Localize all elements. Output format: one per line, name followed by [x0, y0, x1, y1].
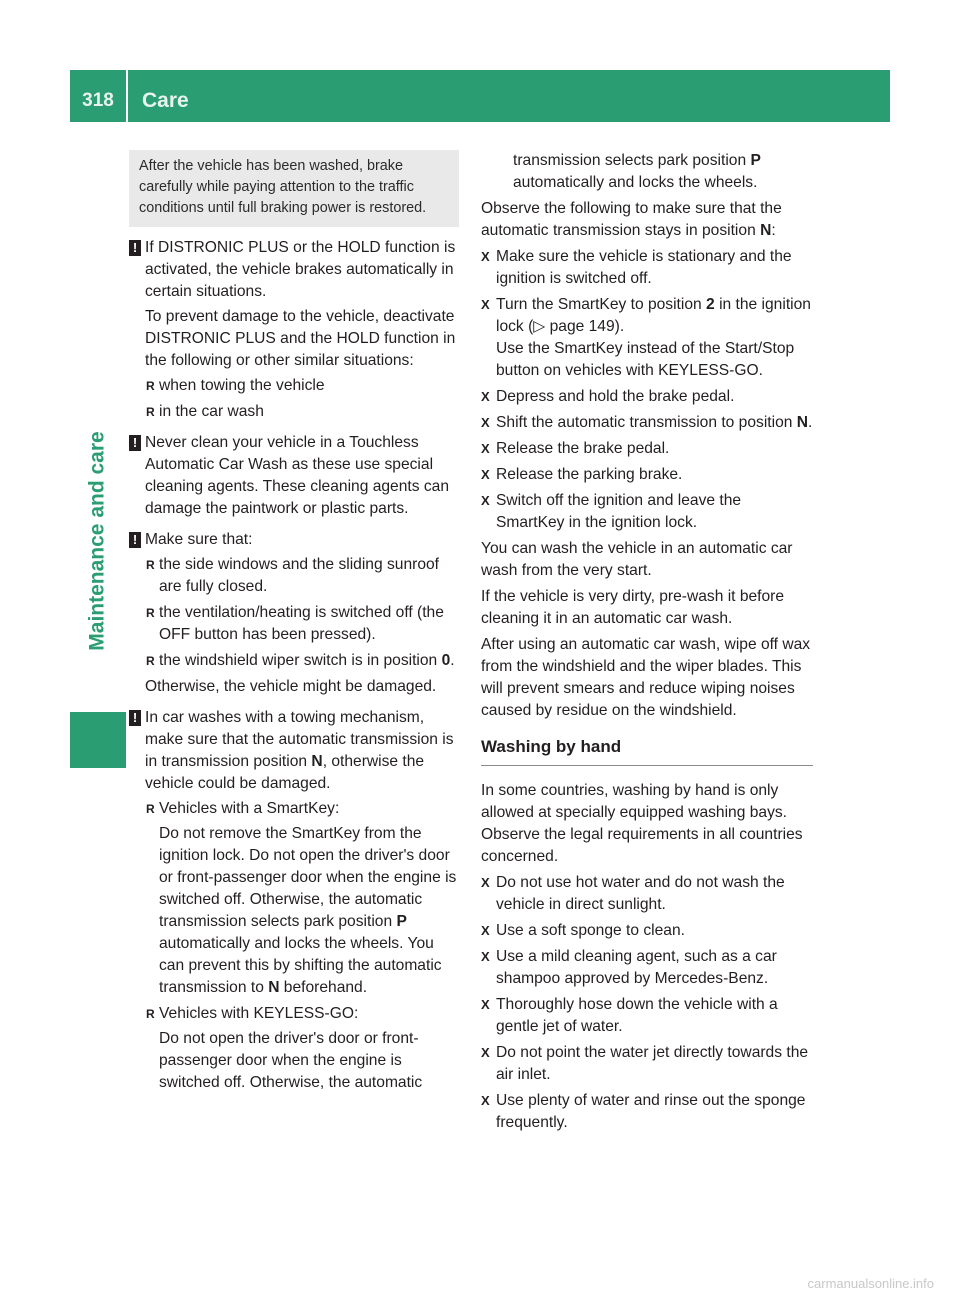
action-text: . [808, 414, 813, 431]
action-icon: X [481, 1093, 490, 1108]
warning-text: If DISTRONIC PLUS or the HOLD function is activated, the vehicle brakes automatically in certain situations. [145, 239, 456, 300]
warning-icon: ! [129, 240, 141, 256]
action-text: Do not point the water jet directly towards the air inlet. [496, 1044, 809, 1083]
bullet-list [145, 375, 459, 423]
side-tab-label: Maintenance and care [86, 431, 110, 651]
list-item [145, 602, 459, 646]
warning-text: To prevent damage to the vehicle, deactivate DISTRONIC PLUS and the HOLD function in the following or other similar situations: [145, 308, 456, 369]
bullet-icon: R [146, 558, 155, 572]
bold-value: N [268, 979, 280, 996]
text-run: Turn the SmartKey to position [496, 296, 707, 313]
note-box [129, 150, 459, 227]
watermark-link[interactable]: carmanualsonline.info [807, 1276, 934, 1291]
action-step [481, 386, 813, 408]
text-run: beforehand. [279, 979, 368, 996]
section-heading: Washing by hand [481, 736, 813, 766]
action-step [481, 490, 813, 534]
bullet-icon: R [146, 606, 155, 620]
list-item [145, 1003, 459, 1094]
action-step [481, 946, 813, 990]
list-item-text: Do not open the driver's door or front-passenger door when the engine is switched off. Otherwise, the automatic [159, 1030, 423, 1091]
list-item-text: Vehicles with KEYLESS-GO: [159, 1005, 359, 1022]
action-text: Make sure the vehicle is stationary and the ignition is switched off. [496, 248, 792, 287]
action-icon: X [481, 441, 490, 456]
action-text: Use plenty of water and rinse out the sponge frequently. [496, 1092, 806, 1131]
action-step [481, 1090, 813, 1134]
action-text: Release the brake pedal. [496, 440, 670, 457]
bullet-icon: R [146, 802, 155, 816]
list-item-text: the windshield wiper switch is in position [159, 652, 442, 669]
bold-value: N [760, 222, 772, 239]
bold-value: P [750, 152, 761, 169]
list-item-text: Vehicles with a SmartKey: [159, 800, 340, 817]
right-column [481, 150, 813, 1138]
action-step [481, 920, 813, 942]
bullet-list [145, 798, 459, 1094]
list-item-text: the ventilation/heating is switched off (the OFF button has been pressed). [159, 604, 444, 643]
action-text: Thoroughly hose down the vehicle with a gentle jet of water. [496, 996, 778, 1035]
action-text [496, 294, 813, 338]
note-text: After the vehicle has been washed, brake carefully while paying attention to the traffic conditions until full braking power is restored. [139, 158, 427, 216]
action-text: Use a soft sponge to clean. [496, 922, 685, 939]
list-item [145, 375, 459, 397]
side-tab-marker [70, 712, 126, 768]
footer [0, 1274, 960, 1302]
list-item-text [159, 823, 459, 999]
action-step [481, 994, 813, 1038]
text-run: Observe the following to make sure that the automatic transmission stays in position [481, 200, 782, 239]
action-step [481, 246, 813, 290]
list-item [145, 650, 459, 672]
paragraph: You can wash the vehicle in an automatic car wash from the very start. [481, 540, 793, 579]
paragraph: After using an automatic car wash, wipe off wax from the windshield and the wiper blades. This will prevent smears and reduce wiping noises caused by residue on the windshield. [481, 636, 811, 719]
warning-text: Make sure that: [145, 531, 253, 548]
action-step [481, 1042, 813, 1086]
action-icon: X [481, 389, 490, 404]
bold-value: 2 [706, 296, 715, 313]
text-run: automatically and locks the wheels. [513, 174, 758, 191]
action-icon: X [481, 467, 490, 482]
bullet-list [145, 554, 459, 672]
action-text: Depress and hold the brake pedal. [496, 388, 735, 405]
action-icon: X [481, 923, 490, 938]
text-run: In car washes with a towing mechanism, make sure that the automatic transmission is in transmission position [145, 709, 454, 770]
warning-text: Never clean your vehicle in a Touchless Automatic Car Wash as these use special cleaning agents. These cleaning agents can damage the paintwork or plastic parts. [145, 434, 450, 517]
page-reference-link[interactable]: page 149). [545, 318, 625, 335]
header-bar [70, 70, 890, 122]
section-title: Care [142, 89, 189, 112]
action-step [481, 412, 813, 434]
left-column [129, 150, 459, 1103]
list-item [145, 401, 459, 423]
text-run: Do not remove the SmartKey from the ignition lock. Do not open the driver's door or front-passenger door when the engine is switched off. Otherwise, the automatic transmission selects park position [159, 825, 457, 930]
action-text: Switch off the ignition and leave the SmartKey in the ignition lock. [496, 492, 742, 531]
text-run: in the ignition lock ( [496, 296, 811, 335]
list-item-text: when towing the vehicle [159, 377, 325, 394]
bold-value: P [396, 913, 407, 930]
action-icon: X [481, 875, 490, 890]
page-reference-icon: ▷ [533, 318, 546, 335]
warning-icon: ! [129, 710, 141, 726]
action-text: Release the parking brake. [496, 466, 683, 483]
warning-text: Otherwise, the vehicle might be damaged. [145, 678, 437, 695]
warning-block [129, 432, 459, 520]
paragraph: In some countries, washing by hand is only allowed at specially equipped washing bays. Observe the legal requirements in all countries concerned. [481, 782, 803, 865]
bold-value: N [311, 753, 323, 770]
paragraph [481, 198, 813, 242]
warning-icon: ! [129, 532, 141, 548]
action-icon: X [481, 949, 490, 964]
bullet-icon: R [146, 1007, 155, 1021]
action-step [481, 464, 813, 486]
action-step [481, 438, 813, 460]
action-icon: X [481, 297, 490, 312]
paragraph: If the vehicle is very dirty, pre-wash it before cleaning it in an automatic car wash. [481, 588, 785, 627]
continued-text [481, 150, 813, 194]
list-item-text: . [450, 652, 455, 669]
text-run: : [771, 222, 776, 239]
action-step [481, 294, 813, 382]
action-text: Use the SmartKey instead of the Start/Stop button on vehicles with KEYLESS-GO. [496, 340, 795, 379]
warning-block [129, 707, 459, 1094]
action-text: Use a mild cleaning agent, such as a car shampoo approved by Mercedes-Benz. [496, 948, 777, 987]
action-icon: X [481, 249, 490, 264]
bold-value: N [796, 414, 809, 431]
bullet-icon: R [146, 405, 155, 419]
action-step [481, 872, 813, 916]
bullet-icon: R [146, 654, 155, 668]
list-item [145, 798, 459, 999]
bold-value: 0 [441, 652, 451, 669]
action-text: Do not use hot water and do not wash the vehicle in direct sunlight. [496, 874, 785, 913]
action-icon: X [481, 493, 490, 508]
action-icon: X [481, 997, 490, 1012]
text-run: automatically and locks the wheels. You can prevent this by shifting the automatic transmission to [159, 935, 442, 996]
warning-icon: ! [129, 435, 141, 451]
list-item [145, 554, 459, 598]
page-number: 318 [82, 90, 114, 111]
action-icon: X [481, 1045, 490, 1060]
warning-block [129, 237, 459, 423]
list-item-text: in the car wash [159, 403, 264, 420]
warning-text [145, 707, 459, 795]
list-item-text: the side windows and the sliding sunroof are fully closed. [159, 556, 439, 595]
side-tab [70, 385, 126, 697]
text-run: , otherwise the vehicle could be damaged. [145, 753, 425, 792]
text-run: transmission selects park position [513, 152, 751, 169]
header-divider [126, 70, 128, 122]
bullet-icon: R [146, 379, 155, 393]
action-text: Shift the automatic transmission to position [496, 414, 797, 431]
action-icon: X [481, 415, 490, 430]
warning-block [129, 529, 459, 698]
